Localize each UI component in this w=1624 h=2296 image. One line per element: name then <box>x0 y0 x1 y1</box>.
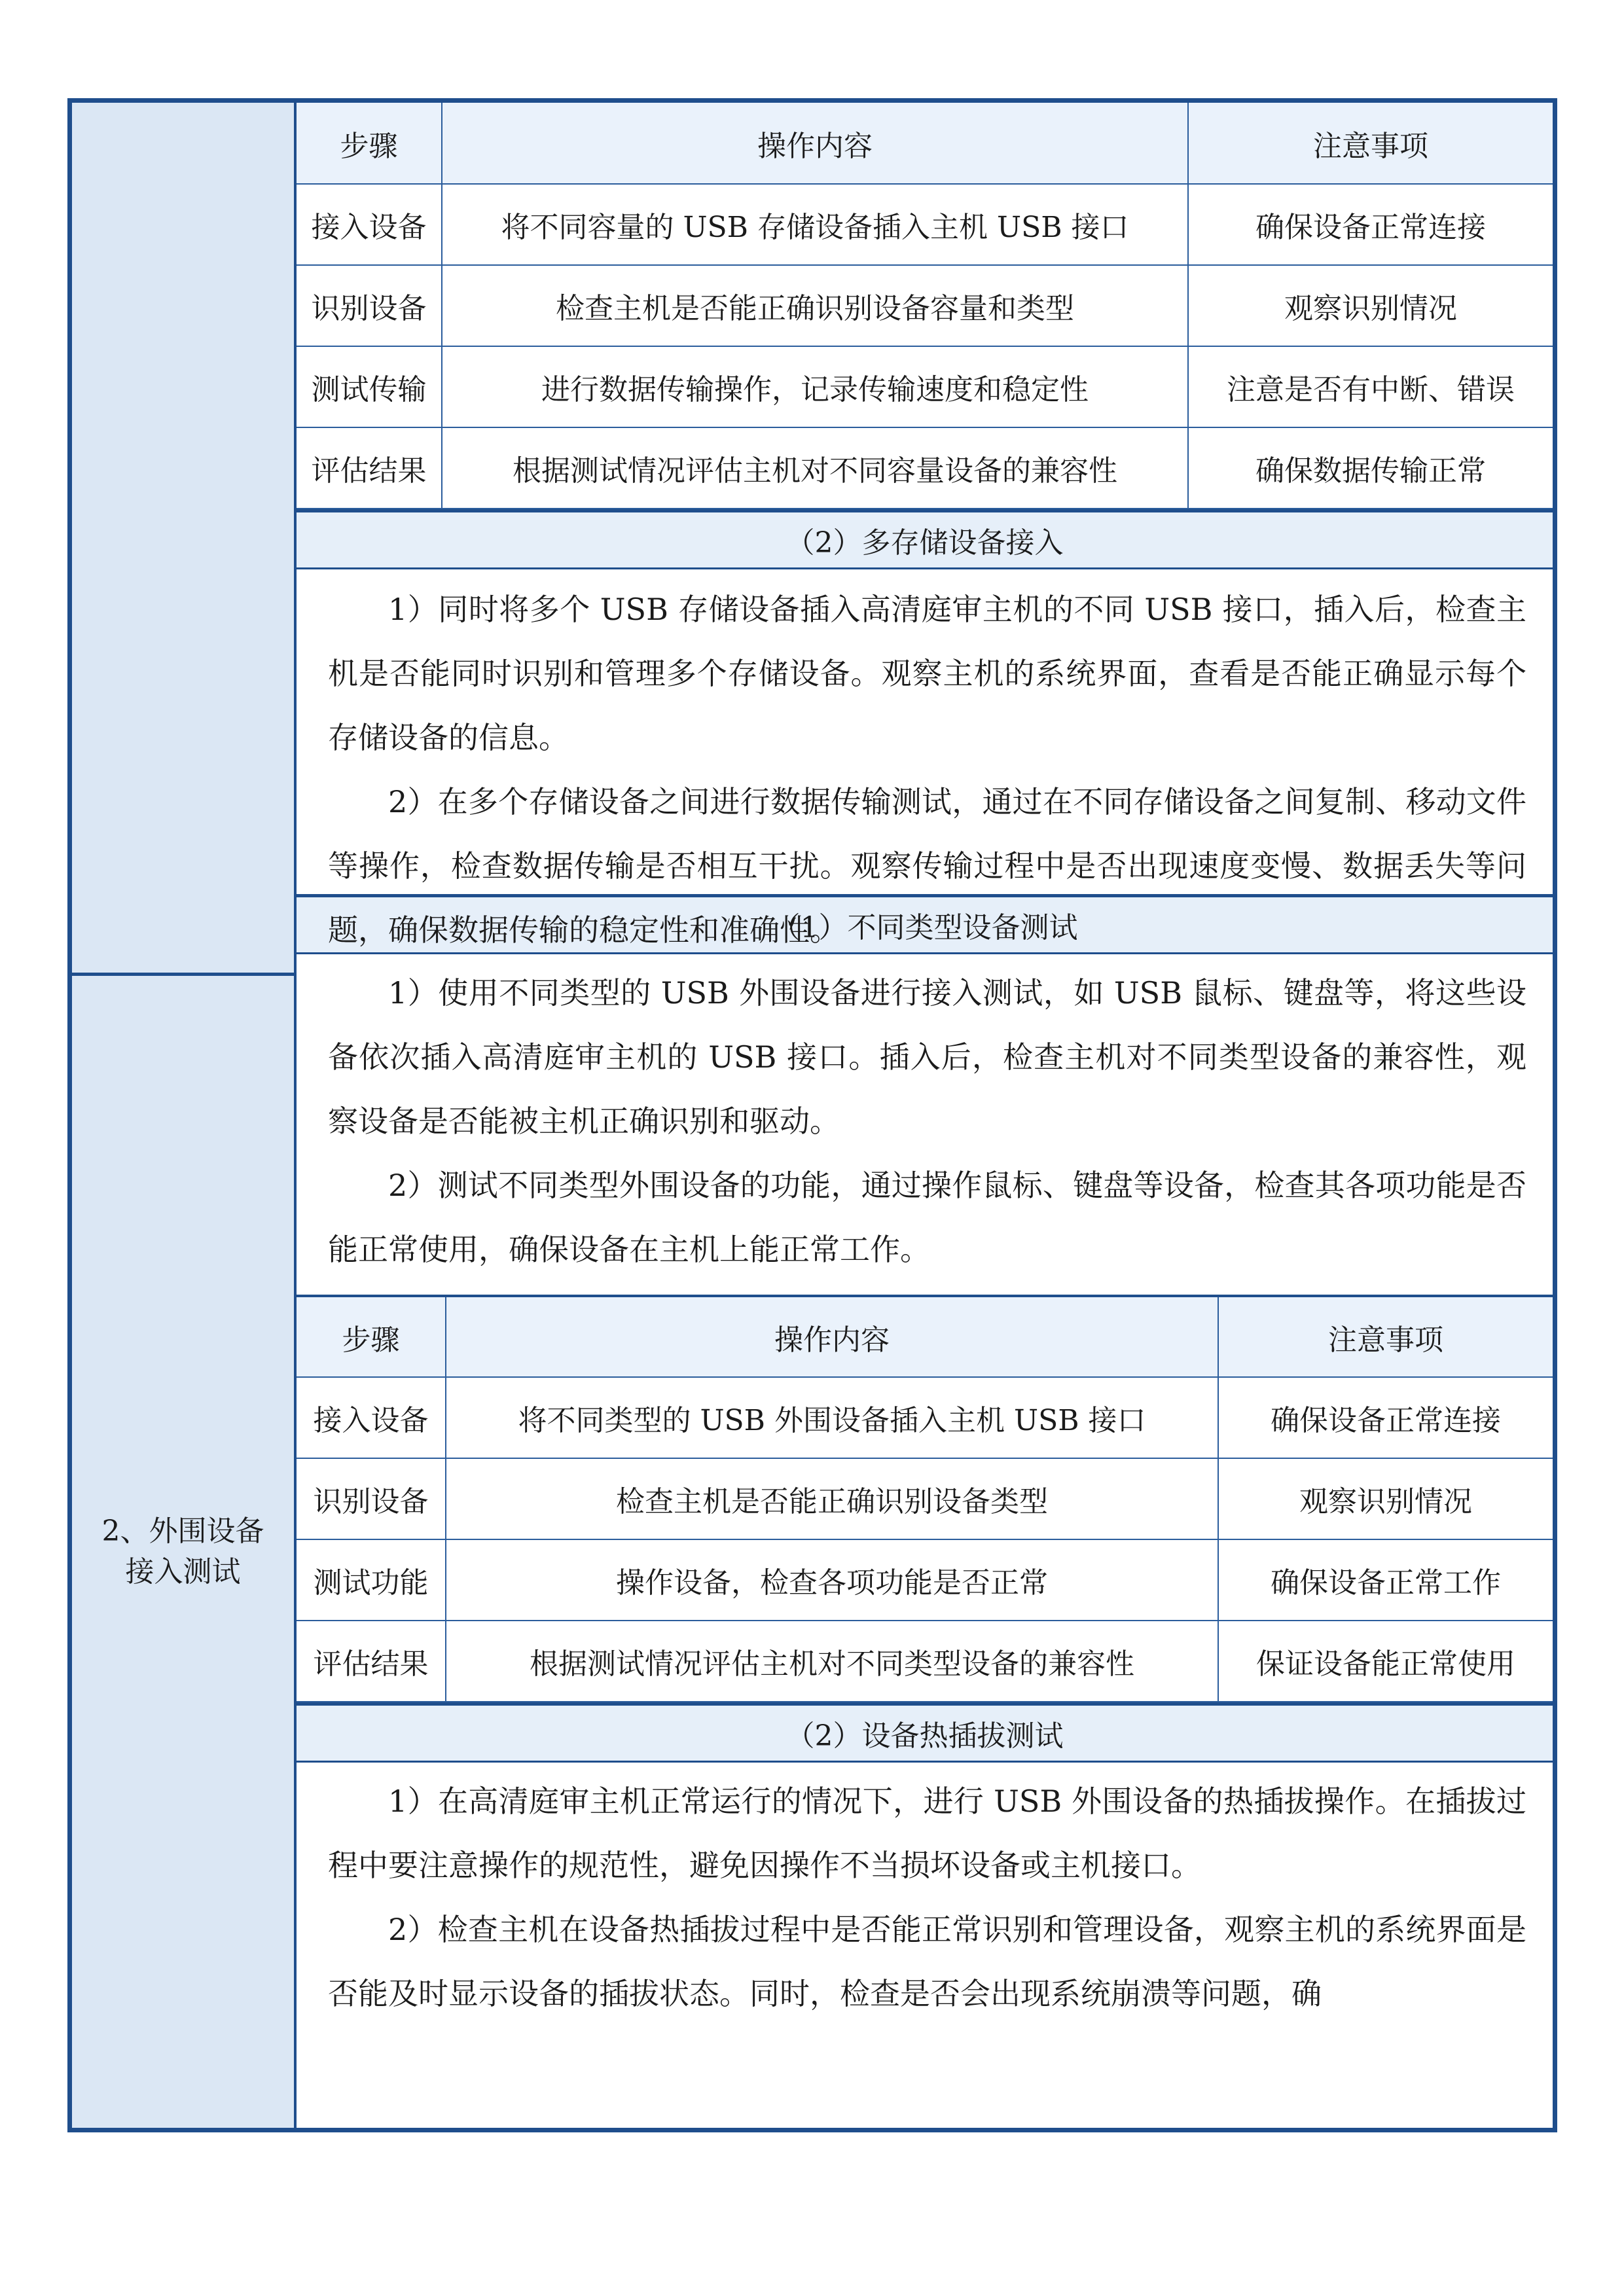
cell-step: 接入设备 <box>297 184 442 265</box>
cell-step: 评估结果 <box>297 427 442 509</box>
header-step: 步骤 <box>297 1296 446 1377</box>
paragraph: 2）在多个存储设备之间进行数据传输测试，通过在不同存储设备之间复制、移动文件等操作，检查数据传输是否相互干扰。观察传输过程中是否出现速度变慢、数据丢失等问题，确保数据传输的稳定性和准确性。 <box>328 784 1526 948</box>
left-label-column <box>72 103 297 2128</box>
content-column <box>297 103 1553 2128</box>
header-notes: 注意事项 <box>1218 1296 1553 1377</box>
cell-operation: 将不同容量的 USB 存储设备插入主机 USB 接口 <box>442 184 1188 265</box>
cell-notes: 观察识别情况 <box>1218 1458 1553 1539</box>
paragraph: 2）检查主机在设备热插拔过程中是否能正常识别和管理设备，观察主机的系统界面是否能及时显示设备的插拔状态。同时，检查是否会出现系统崩溃等问题，确 <box>328 1912 1526 2011</box>
cell-operation: 操作设备，检查各项功能是否正常 <box>446 1539 1218 1621</box>
table-header-row <box>297 1296 1553 1377</box>
cell-step: 评估结果 <box>297 1621 446 1702</box>
cell-notes: 确保设备正常连接 <box>1188 184 1553 265</box>
table-row <box>297 1458 1553 1539</box>
table-row <box>297 346 1553 427</box>
header-operation: 操作内容 <box>442 103 1188 184</box>
header-notes: 注意事项 <box>1188 103 1553 184</box>
paragraph: 1）使用不同类型的 USB 外围设备进行接入测试，如 USB 鼠标、键盘等，将这些设备依次插入高清庭审主机的 USB 接口。插入后，检查主机对不同类型设备的兼容性，观察设备是否能被主机正确识别和驱动。 <box>328 975 1526 1139</box>
cell-notes: 注意是否有中断、错误 <box>1188 346 1553 427</box>
paragraph: 1）在高清庭审主机正常运行的情况下，进行 USB 外围设备的热插拔操作。在插拔过程中要注意操作的规范性，避免因操作不当损坏设备或主机接口。 <box>328 1784 1526 1883</box>
cell-step: 测试功能 <box>297 1539 446 1621</box>
table-row <box>297 184 1553 265</box>
header-step: 步骤 <box>297 103 442 184</box>
capacity-steps-table <box>297 103 1553 509</box>
cell-step: 识别设备 <box>297 265 442 346</box>
subheading-multi-storage: （2）多存储设备接入 <box>297 509 1553 569</box>
table-header-row <box>297 103 1553 184</box>
cell-notes: 确保设备正常工作 <box>1218 1539 1553 1621</box>
cell-step: 测试传输 <box>297 346 442 427</box>
table-row <box>297 265 1553 346</box>
cell-operation: 将不同类型的 USB 外围设备插入主机 USB 接口 <box>446 1377 1218 1458</box>
document-frame <box>67 98 1557 2132</box>
table-row <box>297 427 1553 509</box>
paragraph: 1）同时将多个 USB 存储设备插入高清庭审主机的不同 USB 接口，插入后，检查主机是否能同时识别和管理多个存储设备。观察主机的系统界面，查看是否能正确显示每个存储设备的信息。 <box>328 592 1526 755</box>
table-row <box>297 1377 1553 1458</box>
paragraph: 2）测试不同类型外围设备的功能，通过操作鼠标、键盘等设备，检查其各项功能是否能正常使用，确保设备在主机上能正常工作。 <box>328 1168 1526 1267</box>
subheading-device-types: （1）不同类型设备测试 <box>297 894 1553 954</box>
table-row <box>297 1621 1553 1702</box>
table-row <box>297 1539 1553 1621</box>
cell-operation: 检查主机是否能正确识别设备容量和类型 <box>442 265 1188 346</box>
cell-notes: 确保设备正常连接 <box>1218 1377 1553 1458</box>
cell-notes: 观察识别情况 <box>1188 265 1553 346</box>
cell-operation: 检查主机是否能正确识别设备类型 <box>446 1458 1218 1539</box>
cell-operation: 根据测试情况评估主机对不同类型设备的兼容性 <box>446 1621 1218 1702</box>
cell-operation: 进行数据传输操作，记录传输速度和稳定性 <box>442 346 1188 427</box>
subheading-hot-plug: （2）设备热插拔测试 <box>297 1702 1553 1763</box>
cell-notes: 确保数据传输正常 <box>1188 427 1553 509</box>
cell-step: 接入设备 <box>297 1377 446 1458</box>
hot-plug-body <box>297 1763 1553 2026</box>
cell-operation: 根据测试情况评估主机对不同容量设备的兼容性 <box>442 427 1188 509</box>
left-cell-section-1 <box>72 103 294 976</box>
device-types-steps-table <box>297 1295 1553 1702</box>
device-types-body <box>297 954 1553 1295</box>
cell-step: 识别设备 <box>297 1458 446 1539</box>
section-2-label: 2、外围设备接入测试 <box>101 1515 264 1588</box>
cell-notes: 保证设备能正常使用 <box>1218 1621 1553 1702</box>
left-cell-section-2 <box>72 976 294 2128</box>
header-operation: 操作内容 <box>446 1296 1218 1377</box>
